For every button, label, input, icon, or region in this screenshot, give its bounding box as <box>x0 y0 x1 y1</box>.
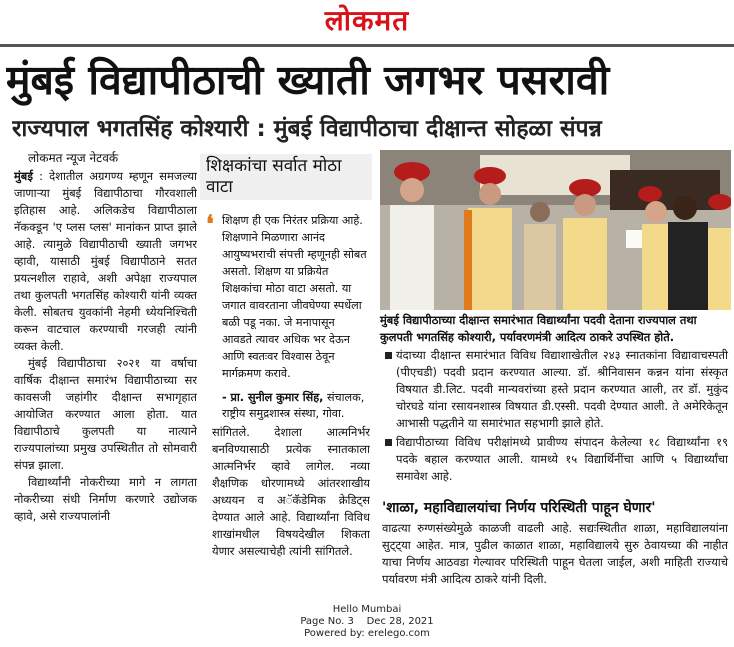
ceremony-photo-image <box>380 150 731 310</box>
story-paragraph-3: विद्यार्थ्यांनी नोकरीच्या मागे न लागता नोकरीच्या संधी निर्माण करणारे उद्योजक व्हावे, असे राज्यपालांनी <box>14 475 197 523</box>
quote-author-name: - प्रा. सुनील कुमार सिंह, <box>222 391 324 404</box>
footer-edition: Hello Mumbai <box>332 604 402 615</box>
quote-author <box>222 390 372 422</box>
page-footer <box>0 604 734 640</box>
side-box-title: 'शाळा, महाविद्यालयांचा निर्णय परिस्थिती पाहून घेणार' <box>382 500 656 516</box>
quote-mark-icon: ❛ <box>206 209 214 238</box>
highlights-list <box>384 347 728 487</box>
photo-caption: मुंबई विद्यापीठाच्या दीक्षान्त समारंभात विद्यार्थ्यांना पदवी देताना राज्यपाल तथा कुलपती भगतसिंह कोश्यारी, पर्यावरणमंत्री आदित्य ठाकरे उपस्थित होते. <box>380 313 697 344</box>
dateline: मुंबई <box>14 169 33 183</box>
story-paragraph-1 <box>14 168 197 355</box>
subheadline: राज्यपाल भगतसिंह कोश्यारी : मुंबई विद्यापीठाचा दीक्षान्त सोहळा संपन्न <box>12 116 602 142</box>
highlight-item: यंदाच्या दीक्षान्त समारंभात विविध विद्याशाखेतील २४३ स्नातकांना विद्यावाचस्पती (पीएचडी) पदवी प्रदान करण्यात आल्या. डॉ. श्रीनिवासन कन्नन यांना संस्कृत विषयात डी.लिट. पदवी मान्यवरांच्या हस्ते प्रदान करण्यात आली, तर डॉ. मुकुंद चोरघडे यांना रसायनशास्त्र विषयात डी.एस्सी. पदवी देण्यात आली. ते अमेरिकेतून आभासी पद्धतीने या समारंभात सहभागी झाले होते. <box>384 347 728 432</box>
headline: मुंबई विद्यापीठाची ख्याती जगभर पसरावी <box>6 56 610 104</box>
highlight-item: विद्यापीठाच्या विविध परीक्षांमध्ये प्रावीण्य संपादन केलेल्या १८ विद्यार्थ्यांना १९ पदके बहाल करण्यात आली. यामध्ये १५ विद्यार्थिनींचा आणि ५ विद्यार्थ्यांचा समावेश आहे. <box>384 434 728 485</box>
footer-powered-by: Powered by: erelego.com <box>304 628 430 639</box>
story-paragraph-4: सांगितले. देशाला आत्मनिर्भर बनविण्यासाठी प्रत्येक स्नातकाला आत्मनिर्भर व्हावे लागेल. नव्या शैक्षणिक धोरणामध्ये आंतरशाखीय अध्ययन व अॅकॅडेमिक क्रेडिट्स देण्यात आले आहे. विद्यार्थ्यांना विविध शाखांमधील विषयदेखील शिकता येणार असल्याचेही त्यांनी सांगितले. <box>212 425 370 558</box>
story-column-2 <box>212 424 370 594</box>
paragraph-1-text: : देशातील अग्रगण्य म्हणून समजल्या जाणाऱ्या मुंबई विद्यापीठाचा गौरवशाली इतिहास आहे. अलिकडेच विद्यापीठाला नॅकक्डून 'ए प्लस प्लस' मानांकन प्राप्त झाले आहे. त्यामुळे विद्यापीठाची ख्याती जगभर व्हावी, यासाठी मुंबई विद्यापीठाने सतत प्रयत्नशील राहावे, अशी अपेक्षा राज्यपाल तथा कुलपती भगतसिंह कोश्यारी यांनी व्यक्त केली. सोबतच युवकांनी नेहमी ध्येयनिश्चिती करून वाटचाल करण्याची गरजही त्यांनी व्यक्त केली. <box>14 169 197 353</box>
quote-box <box>200 154 372 423</box>
story-paragraph-2: मुंबई विद्यापीठाचा २०२१ या वर्षाचा वार्षिक दीक्षान्त समारंभ विद्यापीठाच्या सर कावसजी जहांगीर दीक्षान्त सभागृहात आयोजित करण्यात आला होता. यात विद्यापीठाचे कुलपती या नात्याने राज्यपालांच्या प्रमुख उपस्थितीत तो सोमवारी संपन्न झाला. <box>14 356 197 472</box>
side-box-body: वाढत्या रुग्णसंख्येमुळे काळजी वाढली आहे. सद्यःस्थितीत शाळा, महाविद्यालयांना सुट्ट्या आहेत. मात्र, पुढील काळात शाळा, महाविद्यालये सुरु ठेवायच्या की नाहीत याचा निर्णय आठवडा गेल्यावर परिस्थिती पाहून घेतला जाईल, अशी माहिती राज्याचे पर्यावरण मंत्री आदित्य ठाकरे यांनी दिली. <box>382 521 728 586</box>
ceremony-photo <box>380 150 731 310</box>
footer-page-date: Page No. 3 Dec 28, 2021 <box>300 616 434 627</box>
quote-author-title: संचालक, राष्ट्रीय समुद्रशास्त्र संस्था, गोवा. <box>222 391 365 420</box>
story-column-1 <box>14 168 197 598</box>
quote-box-title: शिक्षकांचा सर्वात मोठा वाटा <box>200 154 372 200</box>
newspaper-masthead: लोकमत <box>324 4 410 37</box>
quote-body: शिक्षण ही एक निरंतर प्रक्रिया आहे. शिक्षणाने मिळणारा आनंद आयुष्यभराची संपत्ती म्हणूनही सोबत असतो. शिक्षण या प्रक्रियेत शिक्षकांचा मोठा वाटा असतो. या जगात वावरताना जीवघेण्या स्पर्धेला बळी पडू नका. जे मनापासून आवडते त्यावर अधिक भर देऊन आणि स्वतःवर विश्वास ठेवून मार्गक्रमण करावे. <box>222 214 367 380</box>
masthead-divider <box>0 44 734 47</box>
byline: लोकमत न्यूज नेटवर्क <box>28 151 119 165</box>
